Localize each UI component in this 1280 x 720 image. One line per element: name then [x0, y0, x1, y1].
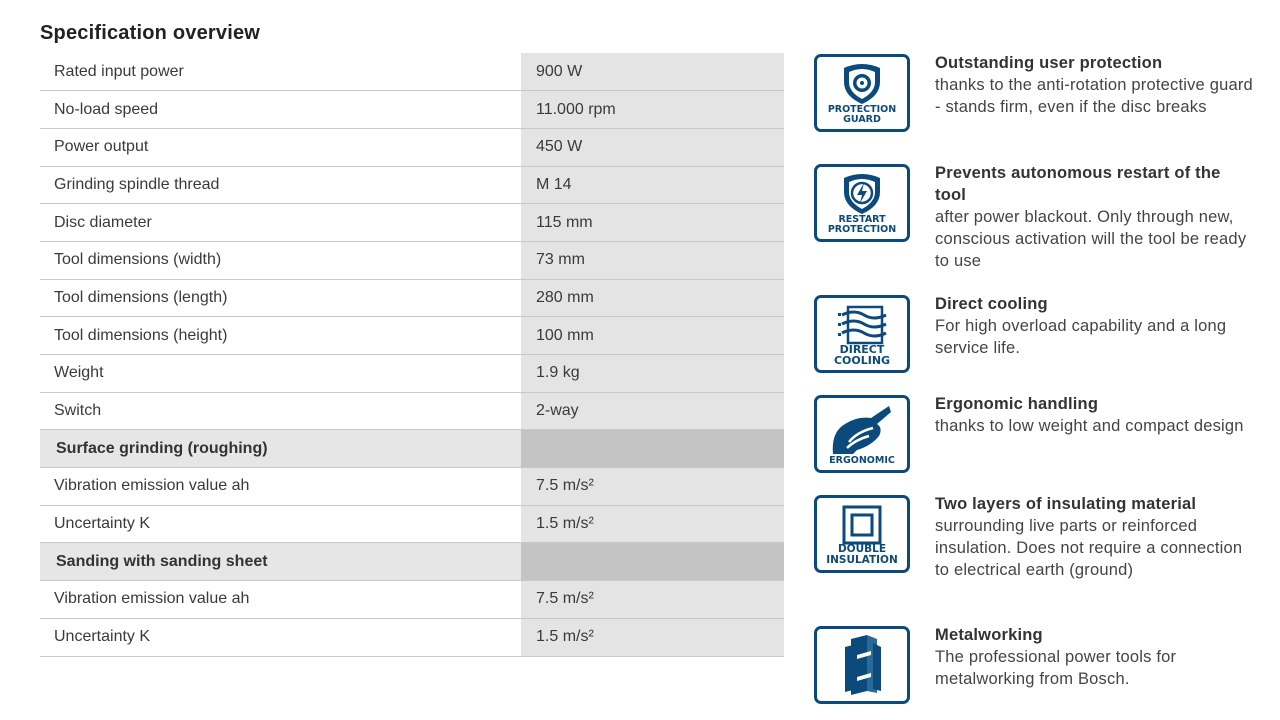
feature-description: after power blackout. Only through new, conscious activation will the tool be ready to use: [935, 208, 1247, 270]
spec-label: Uncertainty K: [40, 505, 521, 543]
feature-description: thanks to low weight and compact design: [935, 417, 1244, 435]
spec-value: 900 W: [521, 53, 784, 91]
table-row: [40, 204, 784, 242]
page-title: Specification overview: [40, 22, 261, 44]
table-row: [40, 128, 784, 166]
spec-label: Power output: [40, 128, 521, 166]
feature-description: thanks to the anti-rotation protective guard - stands firm, even if the disc breaks: [935, 76, 1253, 116]
feature-title: Prevents autonomous restart of the tool: [935, 164, 1221, 204]
section-heading: Sanding with sanding sheet: [40, 543, 521, 581]
spec-label: Switch: [40, 392, 521, 430]
feature-title: Two layers of insulating material: [935, 495, 1197, 513]
spec-label: Uncertainty K: [40, 618, 521, 656]
spec-label: Rated input power: [40, 53, 521, 91]
restart-protection-badge: [814, 164, 910, 242]
spec-label: Grinding spindle thread: [40, 166, 521, 204]
spec-label: Weight: [40, 355, 521, 393]
table-row: [40, 317, 784, 355]
table-section-row: [40, 543, 784, 581]
spec-value: 115 mm: [521, 204, 784, 242]
spec-value: 7.5 m/s²: [521, 581, 784, 619]
feature-description: surrounding live parts or reinforced insulation. Does not require a connection to electrical earth (ground): [935, 517, 1243, 579]
protection-guard-badge: [814, 54, 910, 132]
spec-value: 7.5 m/s²: [521, 468, 784, 506]
table-row: [40, 505, 784, 543]
restart-protection-icon: [838, 172, 886, 216]
direct-cooling-icon: [834, 303, 890, 347]
specification-table: [40, 53, 784, 657]
table-row: [40, 241, 784, 279]
table-row: [40, 279, 784, 317]
direct-cooling-badge: [814, 295, 910, 373]
metalworking-icon: [837, 633, 887, 697]
double-insulation-badge: [814, 495, 910, 573]
feature-description: The professional power tools for metalworking from Bosch.: [935, 648, 1177, 688]
table-row: [40, 355, 784, 393]
ergonomic-icon: [827, 402, 897, 458]
spec-label: Vibration emission value ah: [40, 581, 521, 619]
table-section-row: [40, 430, 784, 468]
metalworking-badge: [814, 626, 910, 704]
spec-value: 1.5 m/s²: [521, 505, 784, 543]
spec-label: No-load speed: [40, 91, 521, 129]
spec-value: 100 mm: [521, 317, 784, 355]
feature-title: Ergonomic handling: [935, 395, 1099, 413]
spec-value: [521, 543, 784, 581]
spec-value: 11.000 rpm: [521, 91, 784, 129]
badge-label: DOUBLE INSULATION: [826, 543, 898, 566]
spec-value: 1.9 kg: [521, 355, 784, 393]
double-insulation-icon: [840, 503, 884, 547]
feature-title: Outstanding user protection: [935, 54, 1163, 72]
section-heading: Surface grinding (roughing): [40, 430, 521, 468]
spec-value: 450 W: [521, 128, 784, 166]
spec-label: Tool dimensions (length): [40, 279, 521, 317]
spec-value: M 14: [521, 166, 784, 204]
spec-value: 1.5 m/s²: [521, 618, 784, 656]
spec-value: 2-way: [521, 392, 784, 430]
badge-label: RESTART PROTECTION: [827, 214, 897, 235]
spec-label: Tool dimensions (width): [40, 241, 521, 279]
feature-title: Metalworking: [935, 626, 1043, 644]
table-row: [40, 618, 784, 656]
table-row: [40, 53, 784, 91]
spec-label: Vibration emission value ah: [40, 468, 521, 506]
table-row: [40, 166, 784, 204]
ergonomic-badge: [814, 395, 910, 473]
feature-description: For high overload capability and a long service life.: [935, 317, 1227, 357]
spec-label: Tool dimensions (height): [40, 317, 521, 355]
spec-value: [521, 430, 784, 468]
table-row: [40, 91, 784, 129]
table-row: [40, 581, 784, 619]
table-row: [40, 468, 784, 506]
badge-label: DIRECT COOLING: [833, 343, 891, 367]
badge-label: ERGONOMIC: [829, 455, 895, 466]
badge-label: PROTECTION GUARD: [827, 104, 897, 125]
feature-title: Direct cooling: [935, 295, 1048, 313]
spec-value: 280 mm: [521, 279, 784, 317]
spec-value: 73 mm: [521, 241, 784, 279]
table-row: [40, 392, 784, 430]
protection-guard-icon: [838, 62, 886, 106]
spec-label: Disc diameter: [40, 204, 521, 242]
